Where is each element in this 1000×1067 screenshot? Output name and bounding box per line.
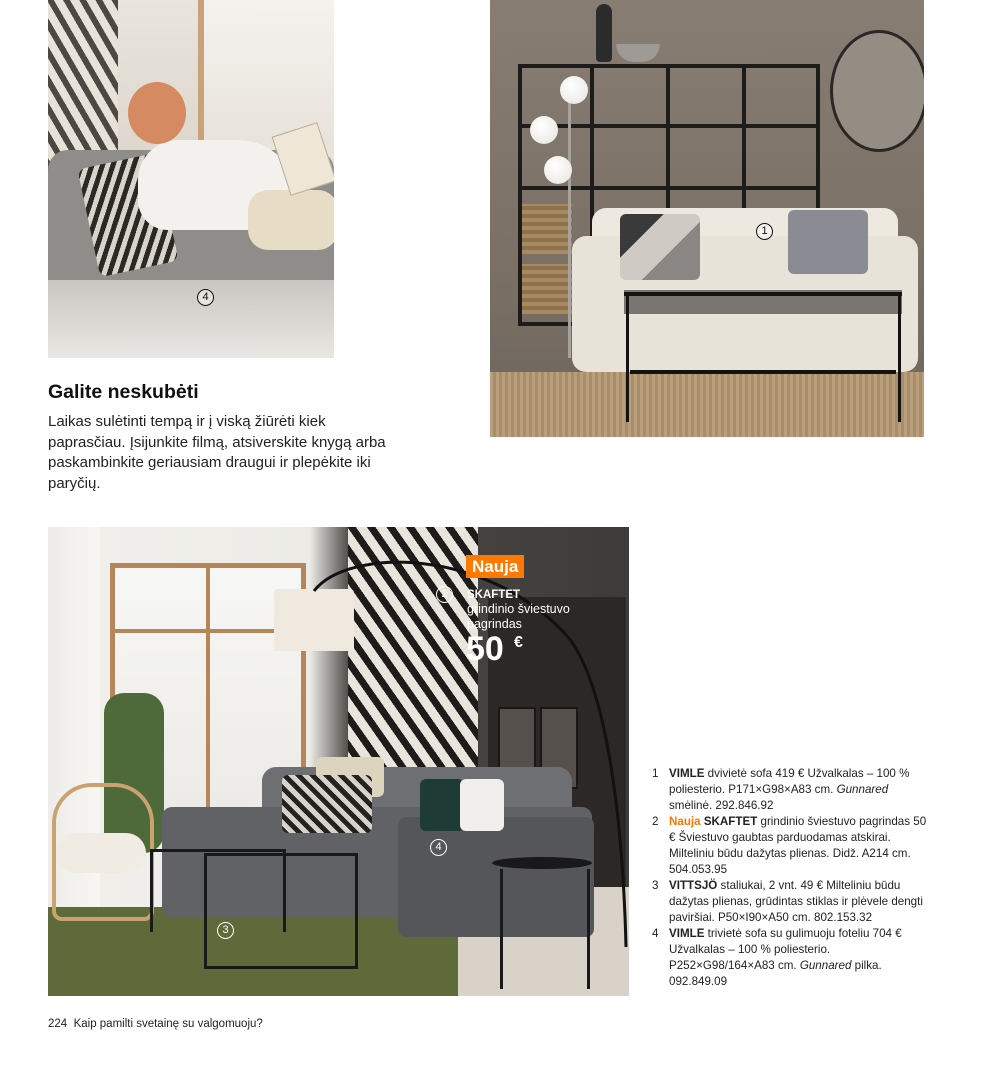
product-name: VIMLE (669, 927, 705, 940)
product-color: Gunnared (836, 783, 889, 796)
tray-table-legs (500, 869, 590, 989)
round-mirror (830, 30, 924, 152)
person-legs (248, 190, 334, 250)
product-item (652, 766, 932, 814)
product-name: VIMLE (669, 767, 705, 780)
product-list (652, 766, 932, 990)
new-label: Nauja (669, 815, 701, 828)
product-number: 1 (652, 767, 659, 780)
product-number: 3 (652, 879, 659, 892)
product-details: grindinio šviestuvo pagrindas 50 € Šviestuvo gaubtas parduodamas atskirai. Milteliniu būdu dažytas plienas. Didž. A214 cm. 504.053.95 (669, 815, 927, 876)
person-head (128, 82, 186, 144)
page-footer: 224 Kaip pamilti svetainę su valgomuoju? (48, 1018, 263, 1030)
lamp-globe (530, 116, 558, 144)
nesting-table-large (204, 853, 358, 969)
section-heading: Galite neskubėti (48, 381, 199, 403)
basket (522, 204, 572, 254)
geometric-pillow (620, 214, 700, 280)
new-badge: Nauja (466, 555, 524, 578)
product-item (652, 814, 932, 878)
product-item (652, 878, 932, 926)
product-price: 50 (466, 630, 504, 668)
tray-table-top (492, 857, 592, 869)
product-article: smėlinė. 292.846.92 (669, 799, 774, 812)
product-marker: 3 (217, 922, 234, 939)
rug (490, 372, 924, 437)
sofa-seat (48, 280, 334, 358)
photo-living-room-lamp (48, 527, 629, 996)
product-details: staliukai, 2 vnt. 49 € Milteliniu būdu dažytas plienas, grūdintas stiklas ir plėvele dengti paviršiai. P50×I90×A50 cm. 802.153.32 (669, 879, 923, 924)
product-color: Gunnared (799, 959, 852, 972)
product-marker: 2 (436, 586, 453, 603)
product-marker: 4 (430, 839, 447, 856)
product-item (652, 926, 932, 990)
photo-man-reading (48, 0, 334, 358)
price-currency: € (514, 634, 523, 651)
lamp-globe (560, 76, 588, 104)
photo-living-room-shelf (490, 0, 924, 437)
grey-pillow (788, 210, 868, 274)
intro-paragraph: Laikas sulėtinti tempą ir į viską žiūrėti kiek paprasčiau. Įsijunkite filmą, atsiverskite knygą arba paskambinkite geriausiam draugui ir plepėkite iki paryčių. (48, 413, 386, 492)
table-leg (626, 296, 629, 422)
basket (522, 264, 572, 314)
lamp-globe (544, 156, 572, 184)
product-details: trivietė sofa su gulimuoju foteliu 704 € Užvalkalas – 100 % poliesterio. P252×G98/164×A83 cm. (669, 927, 902, 972)
product-number: 2 (652, 815, 659, 828)
bowl (616, 44, 660, 62)
coffee-table-frame (624, 292, 902, 296)
floor-lamp (568, 90, 571, 358)
product-details: dvivietė sofa 419 € Užvalkalas – 100 % poliesterio. P171×G98×A83 cm. (669, 767, 910, 796)
product-name: VITTSJÖ (669, 879, 718, 892)
product-article: pilka. 092.849.09 (669, 959, 882, 988)
table-leg (898, 296, 901, 422)
product-marker: 4 (197, 289, 214, 306)
coffee-table-shelf (630, 370, 896, 374)
vase (596, 4, 612, 62)
product-number: 4 (652, 927, 659, 940)
curtain (48, 0, 118, 170)
product-description: grindinio šviestuvo pagrindas (467, 602, 570, 631)
product-marker: 1 (756, 223, 773, 240)
product-name: SKAFTET (703, 815, 758, 828)
product-name: SKAFTET (467, 589, 521, 601)
